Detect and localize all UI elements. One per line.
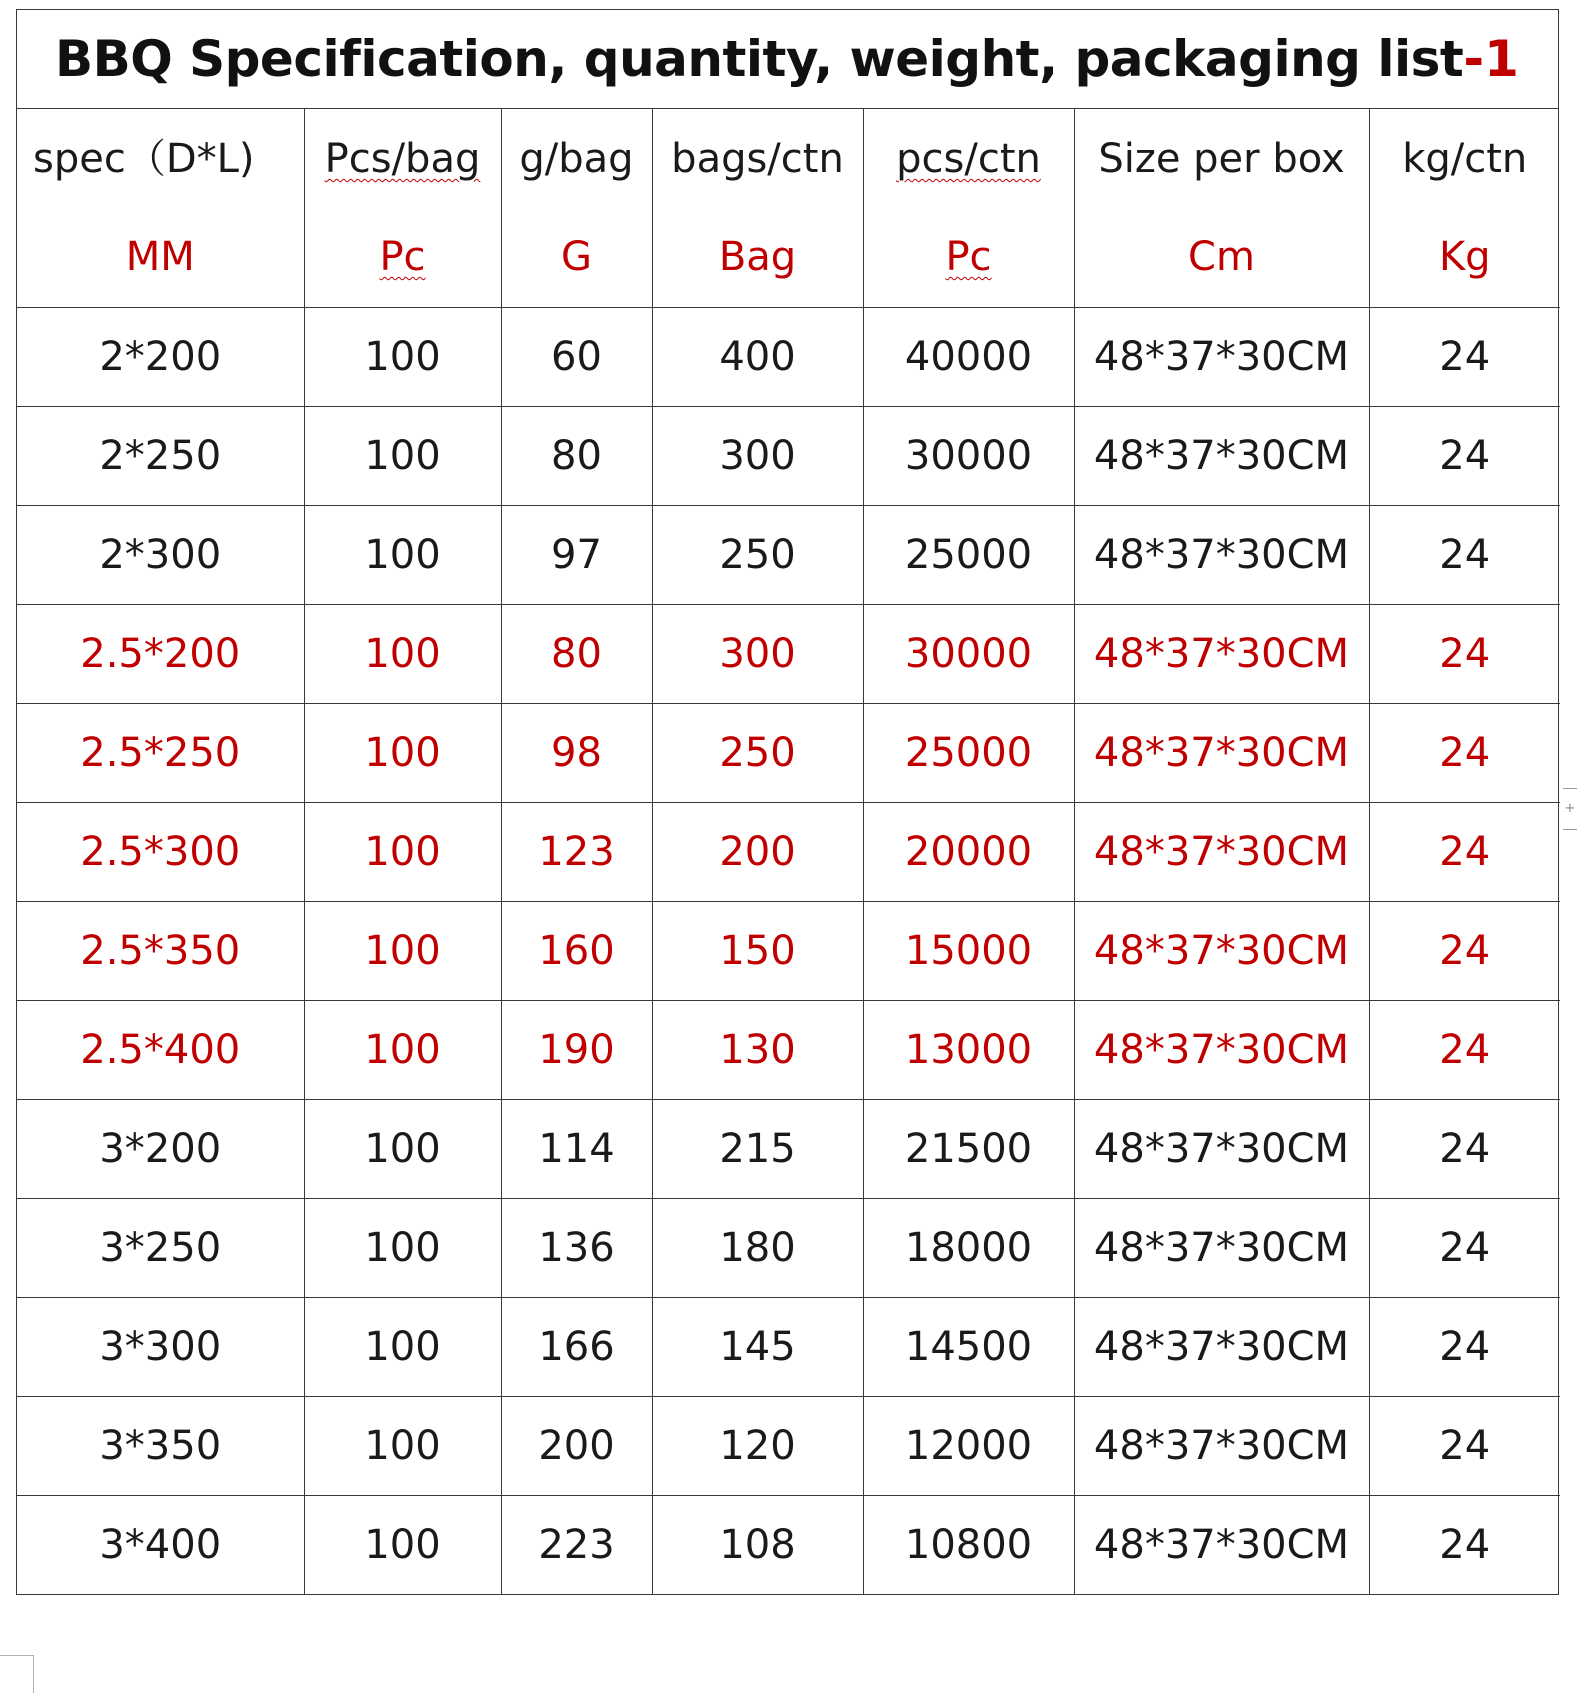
table-cell: 97 bbox=[501, 506, 652, 605]
table-cell: 145 bbox=[652, 1298, 863, 1397]
table-cell: 2.5*400 bbox=[17, 1001, 304, 1100]
column-header-label: g/bag bbox=[519, 136, 634, 182]
table-cell: 200 bbox=[501, 1397, 652, 1496]
table-cell: 2.5*200 bbox=[17, 605, 304, 704]
corner-marker bbox=[0, 1655, 34, 1693]
table-cell: 48*37*30CM bbox=[1074, 803, 1369, 902]
table-cell: 100 bbox=[304, 704, 501, 803]
table-cell: 24 bbox=[1369, 605, 1560, 704]
table-row bbox=[17, 506, 1560, 605]
table-cell: 20000 bbox=[863, 803, 1074, 902]
table-cell: 48*37*30CM bbox=[1074, 407, 1369, 506]
table-cell: 48*37*30CM bbox=[1074, 1001, 1369, 1100]
table-cell: 200 bbox=[652, 803, 863, 902]
table-cell: 300 bbox=[652, 407, 863, 506]
table-row bbox=[17, 704, 1560, 803]
table-cell: 180 bbox=[652, 1199, 863, 1298]
table-cell: 3*350 bbox=[17, 1397, 304, 1496]
table-cell: 21500 bbox=[863, 1100, 1074, 1199]
table-cell: 100 bbox=[304, 1496, 501, 1595]
column-header-pcs-per-bag bbox=[304, 109, 501, 308]
table-cell: 100 bbox=[304, 1397, 501, 1496]
table-cell: 190 bbox=[501, 1001, 652, 1100]
table-cell: 48*37*30CM bbox=[1074, 605, 1369, 704]
table-cell: 48*37*30CM bbox=[1074, 1100, 1369, 1199]
table-cell: 24 bbox=[1369, 1397, 1560, 1496]
table-cell: 100 bbox=[304, 1199, 501, 1298]
header-row bbox=[17, 109, 1560, 308]
table-row bbox=[17, 1397, 1560, 1496]
column-header-unit: MM bbox=[125, 234, 195, 280]
table-cell: 14500 bbox=[863, 1298, 1074, 1397]
column-header-kg-per-ctn bbox=[1369, 109, 1560, 308]
table-cell: 3*250 bbox=[17, 1199, 304, 1298]
table-row bbox=[17, 308, 1560, 407]
table-cell: 2*300 bbox=[17, 506, 304, 605]
table-cell: 100 bbox=[304, 803, 501, 902]
side-marker: + bbox=[1563, 788, 1577, 830]
table-cell: 48*37*30CM bbox=[1074, 1298, 1369, 1397]
sheet-title: BBQ Specification, quantity, weight, packaging list bbox=[55, 30, 1464, 88]
table-cell: 120 bbox=[652, 1397, 863, 1496]
table-cell: 166 bbox=[501, 1298, 652, 1397]
table-cell: 10800 bbox=[863, 1496, 1074, 1595]
table-cell: 48*37*30CM bbox=[1074, 704, 1369, 803]
spec-sheet bbox=[16, 9, 1559, 1595]
table-cell: 114 bbox=[501, 1100, 652, 1199]
table-cell: 40000 bbox=[863, 308, 1074, 407]
column-header-bags-per-ctn bbox=[652, 109, 863, 308]
title-bar bbox=[17, 10, 1558, 109]
table-cell: 24 bbox=[1369, 1100, 1560, 1199]
table-cell: 300 bbox=[652, 605, 863, 704]
sheet-title-suffix: -1 bbox=[1463, 30, 1519, 88]
table-cell: 108 bbox=[652, 1496, 863, 1595]
table-cell: 100 bbox=[304, 407, 501, 506]
table-cell: 80 bbox=[501, 605, 652, 704]
table-cell: 25000 bbox=[863, 506, 1074, 605]
table-cell: 13000 bbox=[863, 1001, 1074, 1100]
column-header-label: kg/ctn bbox=[1402, 136, 1528, 182]
column-header-unit: Kg bbox=[1438, 234, 1491, 280]
table-cell: 98 bbox=[501, 704, 652, 803]
table-cell: 100 bbox=[304, 1298, 501, 1397]
table-cell: 80 bbox=[501, 407, 652, 506]
table-cell: 24 bbox=[1369, 1001, 1560, 1100]
table-cell: 18000 bbox=[863, 1199, 1074, 1298]
column-header-g-per-bag bbox=[501, 109, 652, 308]
table-cell: 100 bbox=[304, 1100, 501, 1199]
table-cell: 24 bbox=[1369, 1298, 1560, 1397]
table-row bbox=[17, 1298, 1560, 1397]
table-cell: 15000 bbox=[863, 902, 1074, 1001]
table-cell: 215 bbox=[652, 1100, 863, 1199]
table-cell: 24 bbox=[1369, 902, 1560, 1001]
table-cell: 2.5*250 bbox=[17, 704, 304, 803]
table-row bbox=[17, 1496, 1560, 1595]
table-cell: 48*37*30CM bbox=[1074, 902, 1369, 1001]
table-cell: 400 bbox=[652, 308, 863, 407]
table-cell: 24 bbox=[1369, 407, 1560, 506]
table-row bbox=[17, 1100, 1560, 1199]
table-row bbox=[17, 1199, 1560, 1298]
table-row bbox=[17, 605, 1560, 704]
table-cell: 123 bbox=[501, 803, 652, 902]
table-cell: 250 bbox=[652, 506, 863, 605]
table-cell: 3*400 bbox=[17, 1496, 304, 1595]
table-cell: 24 bbox=[1369, 704, 1560, 803]
table-cell: 2.5*300 bbox=[17, 803, 304, 902]
table-cell: 150 bbox=[652, 902, 863, 1001]
spec-table bbox=[17, 109, 1560, 1594]
table-cell: 48*37*30CM bbox=[1074, 506, 1369, 605]
table-cell: 48*37*30CM bbox=[1074, 1397, 1369, 1496]
table-cell: 24 bbox=[1369, 308, 1560, 407]
table-cell: 130 bbox=[652, 1001, 863, 1100]
table-cell: 100 bbox=[304, 308, 501, 407]
table-cell: 25000 bbox=[863, 704, 1074, 803]
column-header-unit: G bbox=[561, 234, 592, 280]
column-header-unit: Cm bbox=[1188, 234, 1255, 280]
column-header-unit: Pc bbox=[379, 234, 426, 280]
table-cell: 100 bbox=[304, 506, 501, 605]
table-cell: 160 bbox=[501, 902, 652, 1001]
column-header-label: pcs/ctn bbox=[896, 136, 1041, 182]
table-cell: 24 bbox=[1369, 803, 1560, 902]
table-row bbox=[17, 1001, 1560, 1100]
table-cell: 48*37*30CM bbox=[1074, 308, 1369, 407]
table-cell: 24 bbox=[1369, 1496, 1560, 1595]
column-header-label: spec（D*L) bbox=[33, 136, 255, 182]
table-cell: 250 bbox=[652, 704, 863, 803]
table-cell: 30000 bbox=[863, 407, 1074, 506]
table-cell: 3*200 bbox=[17, 1100, 304, 1199]
table-row bbox=[17, 902, 1560, 1001]
table-cell: 24 bbox=[1369, 506, 1560, 605]
column-header-label: Pcs/bag bbox=[324, 136, 481, 182]
table-cell: 3*300 bbox=[17, 1298, 304, 1397]
column-header-unit: Pc bbox=[945, 234, 992, 280]
table-cell: 223 bbox=[501, 1496, 652, 1595]
table-cell: 60 bbox=[501, 308, 652, 407]
column-header-size-per-box bbox=[1074, 109, 1369, 308]
table-cell: 100 bbox=[304, 605, 501, 704]
table-cell: 100 bbox=[304, 902, 501, 1001]
column-header-pcs-per-ctn bbox=[863, 109, 1074, 308]
table-row bbox=[17, 407, 1560, 506]
table-cell: 2*250 bbox=[17, 407, 304, 506]
table-cell: 48*37*30CM bbox=[1074, 1496, 1369, 1595]
column-header-spec bbox=[17, 109, 304, 308]
table-cell: 48*37*30CM bbox=[1074, 1199, 1369, 1298]
table-cell: 30000 bbox=[863, 605, 1074, 704]
table-cell: 136 bbox=[501, 1199, 652, 1298]
table-cell: 100 bbox=[304, 1001, 501, 1100]
table-cell: 24 bbox=[1369, 1199, 1560, 1298]
table-cell: 2.5*350 bbox=[17, 902, 304, 1001]
table-cell: 12000 bbox=[863, 1397, 1074, 1496]
table-row bbox=[17, 803, 1560, 902]
column-header-label: bags/ctn bbox=[671, 136, 844, 182]
table-cell: 2*200 bbox=[17, 308, 304, 407]
column-header-label: Size per box bbox=[1098, 136, 1345, 182]
column-header-unit: Bag bbox=[718, 234, 797, 280]
